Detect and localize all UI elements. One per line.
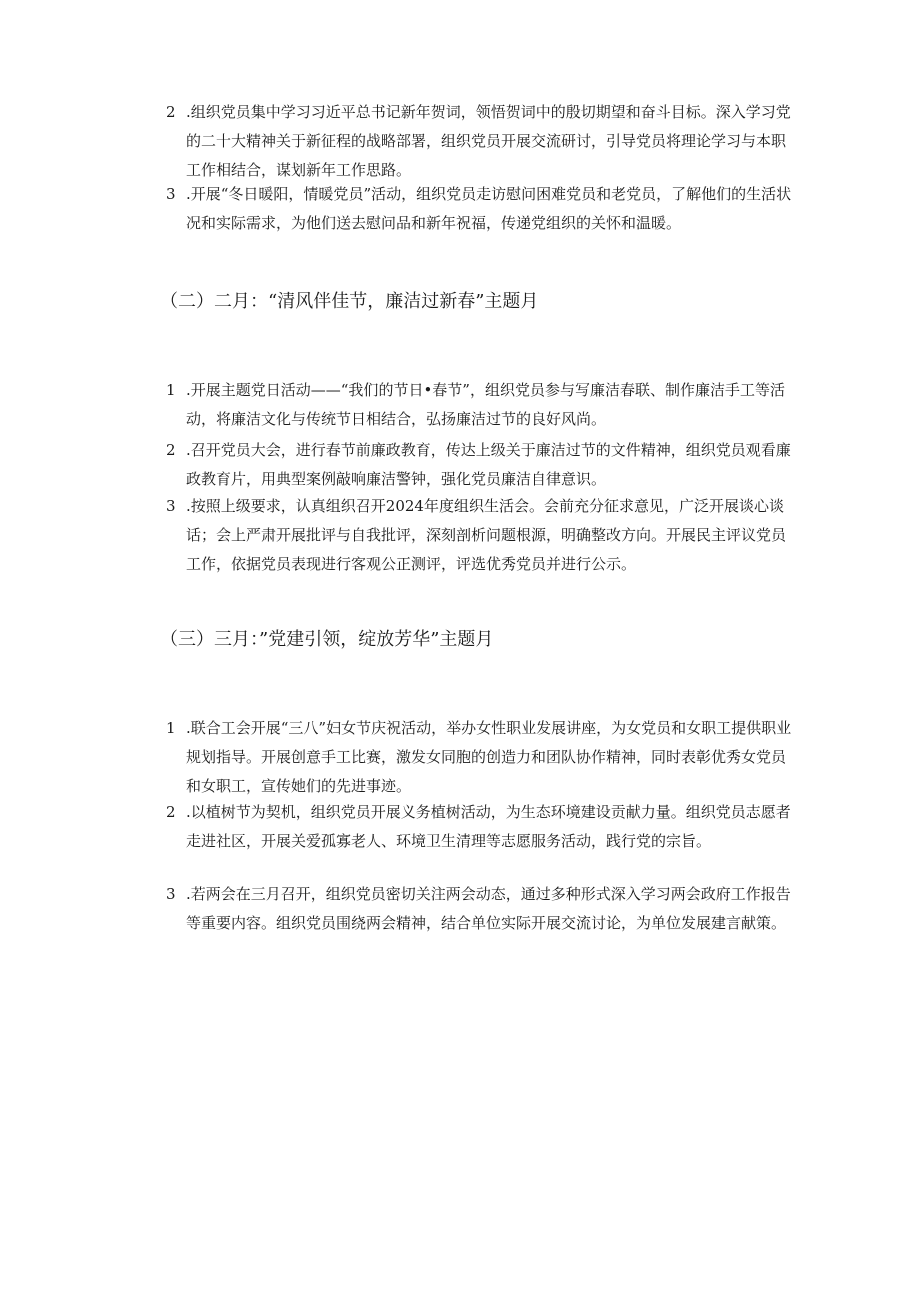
item-text: .组织党员集中学习习近平总书记新年贺词，领悟贺词中的殷切期望和奋斗目标。深入学习党的二十大精神关于新征程的战略部署，组织党员开展交流研讨，引导党员将理论学习与本职工作相结合，谋划新年工作思路。	[186, 103, 791, 179]
item-text: .召开党员大会，进行春节前廉政教育，传达上级关于廉洁过节的文件精神，组织党员观看廉政教育片，用典型案例敲响廉洁警钟，强化党员廉洁自律意识。	[186, 441, 791, 488]
item-text: .联合工会开展“三八”妇女节庆祝活动，举办女性职业发展讲座，为女党员和女职工提供职业规划指导。开展创意手工比赛，激发女同胞的创造力和团队协作精神，同时表彰优秀女党员和女职工，宣传她们的先进事迹。	[186, 719, 792, 795]
item-number: 1	[166, 381, 176, 399]
list-item	[160, 798, 800, 856]
list-item	[160, 180, 800, 238]
item-number: 2	[166, 103, 176, 121]
item-number: 3	[166, 185, 176, 203]
list-item	[160, 436, 800, 494]
item-text: .开展“冬日暖阳，情暖党员”活动，组织党员走访慰问困难党员和老党员，了解他们的生活状况和实际需求，为他们送去慰问品和新年祝福，传递党组织的关怀和温暖。	[186, 185, 792, 232]
item-number: 2	[166, 803, 176, 821]
list-item	[160, 492, 800, 579]
list-item	[160, 714, 800, 801]
item-text: .开展主题党日活动——“我们的节日•春节”，组织党员参与写廉洁春联、制作廉洁手工等活动，将廉洁文化与传统节日相结合，弘扬廉洁过节的良好风尚。	[186, 381, 785, 428]
list-item	[160, 98, 800, 185]
item-text: .若两会在三月召开，组织党员密切关注两会动态，通过多种形式深入学习两会政府工作报告等重要内容。组织党员围绕两会精神，结合单位实际开展交流讨论，为单位发展建言献策。	[186, 885, 791, 932]
item-number: 2	[166, 441, 176, 459]
item-number: 3	[166, 885, 176, 903]
section-heading: （三）三月：”党建引领，绽放芳华”主题月	[160, 629, 494, 650]
list-item	[160, 376, 800, 434]
item-number: 1	[166, 719, 176, 737]
item-number: 3	[166, 497, 176, 515]
item-text: .以植树节为契机，组织党员开展义务植树活动，为生态环境建设贡献力量。组织党员志愿者走进社区，开展关爱孤寡老人、环境卫生清理等志愿服务活动，践行党的宗旨。	[186, 803, 791, 850]
section-heading: （二）二月：“清风伴佳节，廉洁过新春”主题月	[160, 291, 539, 312]
item-text: .按照上级要求，认真组织召开2024年度组织生活会。会前充分征求意见，广泛开展谈心谈话；会上严肃开展批评与自我批评，深刻剖析问题根源，明确整改方向。开展民主评议党员工作，依据党员表现进行客观公正测评，评选优秀党员并进行公示。	[186, 497, 787, 573]
list-item	[160, 880, 800, 938]
